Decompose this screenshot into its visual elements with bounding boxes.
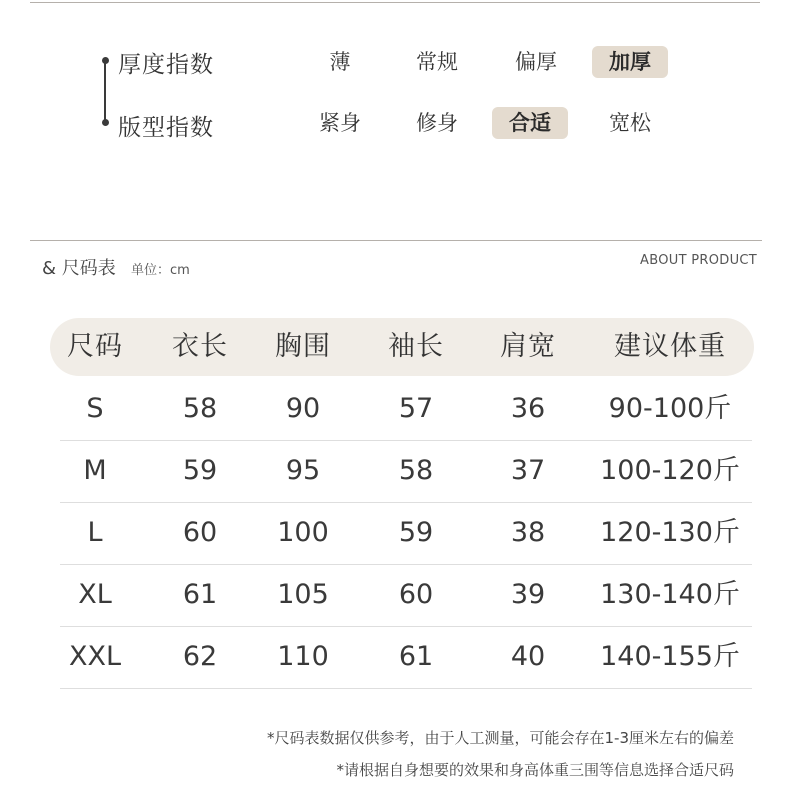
cell-sleeve: 60 <box>398 579 434 610</box>
thickness-option-thin: 薄 <box>329 50 351 74</box>
header-chest: 胸围 <box>275 331 331 362</box>
cell-chest: 105 <box>277 579 329 610</box>
footnote-choose-size: *请根据自身想要的效果和身高体重三围等信息选择合适尺码 <box>336 761 734 779</box>
thickness-option-regular: 常规 <box>416 50 458 74</box>
cell-chest: 100 <box>277 517 329 548</box>
cell-chest: 95 <box>285 455 321 486</box>
cell-length: 59 <box>182 455 218 486</box>
cell-weight: 90-100斤 <box>608 393 732 424</box>
header-size: 尺码 <box>67 331 123 362</box>
cell-shoulder: 37 <box>510 455 546 486</box>
fit-option-tight: 紧身 <box>319 111 361 135</box>
size-chart-title: & 尺码表 <box>42 258 116 279</box>
table-row <box>60 378 752 441</box>
cell-chest: 90 <box>285 393 321 424</box>
cell-size: S <box>86 393 104 424</box>
index-connector-line <box>104 60 106 123</box>
section-divider <box>30 240 762 241</box>
header-length: 衣长 <box>172 331 228 362</box>
index-dot-fit <box>102 119 109 126</box>
table-header <box>50 318 754 376</box>
cell-sleeve: 59 <box>398 517 434 548</box>
cell-weight: 120-130斤 <box>600 517 740 548</box>
header-sleeve: 袖长 <box>388 331 444 362</box>
thickness-option-slightly-thick: 偏厚 <box>515 50 557 74</box>
fit-option-loose: 宽松 <box>609 111 651 135</box>
cell-shoulder: 39 <box>510 579 546 610</box>
cell-length: 60 <box>182 517 218 548</box>
cell-weight: 140-155斤 <box>600 641 740 672</box>
cell-chest: 110 <box>277 641 329 672</box>
cell-sleeve: 58 <box>398 455 434 486</box>
fit-option-fit-selected: 合适 <box>492 107 568 139</box>
fit-option-slim: 修身 <box>416 111 458 135</box>
cell-shoulder: 40 <box>510 641 546 672</box>
size-chart-unit: 单位：cm <box>131 263 190 278</box>
cell-shoulder: 38 <box>510 517 546 548</box>
cell-size: XXL <box>68 641 122 672</box>
thickness-index-label: 厚度指数 <box>118 52 214 78</box>
fit-index-label: 版型指数 <box>118 115 214 141</box>
cell-sleeve: 57 <box>398 393 434 424</box>
cell-length: 61 <box>182 579 218 610</box>
table-row <box>60 502 752 565</box>
cell-sleeve: 61 <box>398 641 434 672</box>
about-product-label: ABOUT PRODUCT <box>640 253 757 268</box>
table-row <box>60 440 752 503</box>
top-divider <box>30 2 760 3</box>
thickness-option-thick-selected: 加厚 <box>592 46 668 78</box>
cell-size: M <box>83 455 107 486</box>
table-row <box>60 626 752 689</box>
cell-shoulder: 36 <box>510 393 546 424</box>
cell-length: 62 <box>182 641 218 672</box>
cell-size: XL <box>78 579 112 610</box>
cell-weight: 100-120斤 <box>600 455 740 486</box>
cell-weight: 130-140斤 <box>600 579 740 610</box>
header-shoulder: 肩宽 <box>500 331 556 362</box>
footnote-measurement: *尺码表数据仅供参考，由于人工测量，可能会存在1-3厘米左右的偏差 <box>266 729 734 747</box>
index-dot-thickness <box>102 57 109 64</box>
table-row <box>60 564 752 627</box>
cell-size: L <box>87 517 103 548</box>
cell-length: 58 <box>182 393 218 424</box>
header-weight: 建议体重 <box>614 331 726 362</box>
